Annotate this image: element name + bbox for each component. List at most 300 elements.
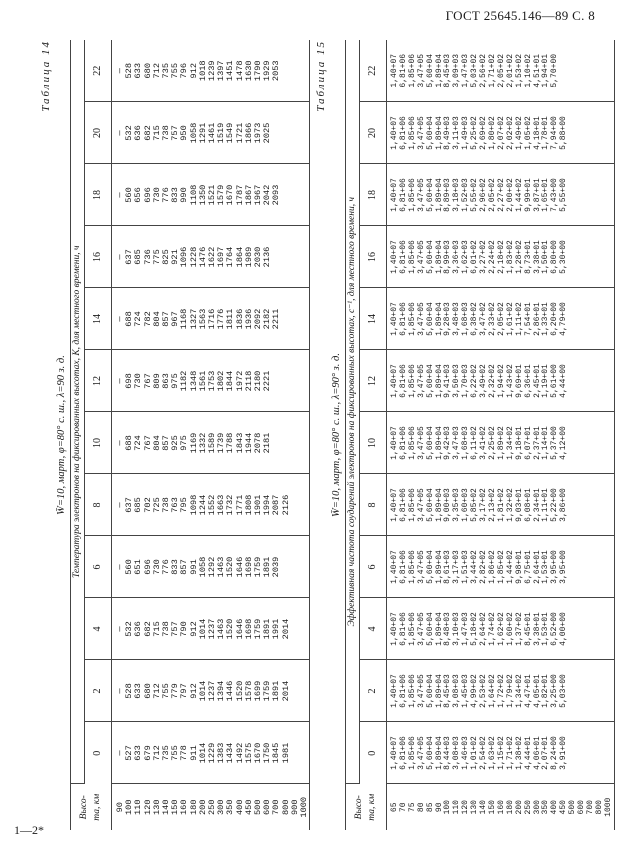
value-cell: 1096 [179,246,190,268]
value-cell: 755 [161,683,172,699]
value-cell: 1478 [234,60,245,82]
height-cell: 130 [151,799,162,815]
value-cell: 1237 [207,680,218,702]
value-cell: 1,47+03 [461,53,471,88]
value-cell: 2,05+02 [487,178,497,212]
value-cell: — [115,502,125,508]
value-cell: 1,89+04 [434,240,444,274]
value-cell: 3,47+03 [452,426,462,460]
value-column [112,536,310,598]
value-cell: 8,73+01 [523,240,533,274]
value-cell: 2,27+02 [496,178,506,212]
value-cell: 1,85+06 [407,53,417,88]
value-cell: 2,05+02 [496,53,506,88]
value-cell: 8,44+03 [443,736,453,770]
value-cell: 1552 [207,494,218,516]
value-cell: 6,81+06 [398,674,408,708]
height-cell: 800 [280,799,291,815]
value-cell: 3,87+01 [532,178,542,212]
value-cell: 1,19+01 [541,364,551,398]
value-cell: 1,71+02 [505,736,515,770]
value-cell: 1,71+02 [487,53,497,88]
value-cell: 2025 [262,122,273,144]
height-cell: 500 [568,800,578,815]
value-cell: 3,44+02 [470,550,480,584]
value-cell: 1520 [225,618,236,640]
value-cell: 636 [133,125,144,141]
height-cell: 700 [271,799,282,815]
value-cell: 4,51+01 [532,53,542,88]
value-cell: 1972 [234,370,245,392]
hour-header: 8 [85,474,112,536]
value-cell: 1,47+03 [461,612,471,646]
value-cell: 925 [170,435,181,451]
height-cell: 150 [170,799,181,815]
value-cell: 833 [170,559,181,575]
value-cell: 2126 [280,494,291,516]
value-cell: 950 [179,125,190,141]
value-cell: 1,89+04 [434,178,444,212]
value-cell: 1,62+02 [496,612,506,646]
value-cell: 1,40+07 [390,364,399,398]
value-cell: 1,89+02 [496,426,506,460]
value-cell: 6,81+06 [398,488,408,522]
hour-header: 0 [360,722,387,784]
value-cell: 5,55+02 [470,178,480,212]
value-cell: 9,28+03 [443,302,453,336]
value-cell: 1,68+03 [461,302,471,336]
value-cell: 3,17+03 [452,550,462,584]
value-cell: 863 [161,373,172,389]
value-cell: 2,45+01 [532,364,542,398]
value-cell: 1461 [207,122,218,144]
value-cell: 725 [151,497,162,513]
value-column [387,660,615,722]
value-cell: 1,40+07 [390,116,399,150]
value-cell: 9,00+03 [443,488,453,522]
hour-header: 22 [360,40,387,102]
value-cell: 7,54+01 [523,302,533,336]
value-cell: 3,95+00 [550,550,560,584]
rotated-tables [40,40,613,830]
value-cell: 1291 [197,122,208,144]
value-cell: 1,53+01 [541,612,551,646]
value-cell: 967 [170,311,181,327]
value-cell: 6,01+02 [470,240,480,274]
value-cell: 1994 [262,494,273,516]
value-cell: 532 [124,621,135,637]
value-cell: 715 [151,621,162,637]
height-cell: 160 [496,800,506,815]
value-cell: 1776 [216,308,227,330]
value-cell: 6,81+06 [398,302,408,336]
value-cell: 1,49+03 [461,116,471,150]
value-cell: 1451 [225,60,236,82]
value-cell: 1520 [234,680,245,702]
value-cell: 2,54+02 [479,736,489,770]
value-cell: 1519 [216,122,227,144]
value-cell: 778 [179,745,190,761]
height-cell: 450 [243,799,254,815]
value-cell: 1,86+02 [487,550,497,584]
value-cell: 1,40+07 [390,550,399,584]
value-cell: 4,99+02 [470,674,480,708]
value-cell: 3,08+03 [452,674,462,708]
value-cell: 1,28+02 [514,240,524,274]
value-cell: 5,18+02 [470,612,480,646]
value-cell: 1,37+02 [514,612,524,646]
value-cell: 1,85+06 [407,550,417,584]
value-cell: 2030 [253,246,264,268]
value-cell: 5,61+00 [550,364,560,398]
value-cell: 1,80+02 [487,116,497,150]
value-cell: 1,89+04 [434,116,444,150]
value-cell: 1,44+02 [505,550,515,584]
value-cell: 3,47+05 [416,612,426,646]
height-cell: 400 [234,799,245,815]
value-cell: 1521 [207,184,218,206]
value-cell: 1981 [280,742,291,764]
value-column [387,102,615,164]
value-cell: 1,38+02 [514,736,524,770]
value-cell: 6,52+00 [550,612,560,646]
value-column [387,598,615,660]
value-column [387,164,615,226]
value-cell: 1,43+02 [505,364,515,398]
value-cell: 1,89+04 [434,53,444,88]
value-cell: 8,99+03 [443,240,453,274]
value-cell: 5,60+04 [425,53,435,88]
table-15-hours-row [360,40,387,830]
value-cell: 2182 [262,308,273,330]
value-cell: 636 [133,621,144,637]
value-cell: 912 [188,683,199,699]
height-cell: 150 [487,800,497,815]
value-cell: 2,25+02 [487,426,497,460]
value-cell: 5,85+02 [470,488,480,522]
height-cell: 250 [207,799,218,815]
hour-header: 8 [360,474,387,536]
value-cell: 528 [124,63,135,79]
value-cell: 1,40+07 [390,674,399,708]
value-cell: 724 [133,435,144,451]
hour-header: 12 [360,350,387,412]
value-cell: 1,85+06 [407,612,417,646]
value-cell: 1,81+02 [496,488,506,522]
value-cell: 1,89+04 [434,364,444,398]
value-cell: 698 [124,373,135,389]
height-cell: 1000 [603,797,613,817]
value-cell: 2118 [243,370,254,392]
value-cell: 560 [124,559,135,575]
value-cell: 857 [161,435,172,451]
value-cell: 1764 [225,246,236,268]
value-cell: 1844 [225,370,236,392]
value-cell: 1,45+03 [461,674,471,708]
value-cell: 2180 [253,370,264,392]
value-cell: 679 [142,745,153,761]
hour-header: 2 [85,660,112,722]
heights-column [387,784,615,830]
value-cell: 6,38+02 [470,302,480,336]
value-cell: 1,40+07 [390,612,399,646]
value-cell: 757 [170,621,181,637]
value-column [112,598,310,660]
value-cell: 696 [142,187,153,203]
value-cell: 3,47+05 [416,550,426,584]
table-15 [345,40,615,830]
height-cell: 300 [216,799,227,815]
height-cell: 110 [133,799,144,815]
table-15-caption: Эффективная частота соударений электронов на фиксированных высотах, с⁻¹, для местного времени, ч [346,40,360,784]
value-cell: 688 [124,311,135,327]
value-cell: 991 [188,559,199,575]
value-cell: 790 [179,621,190,637]
value-cell: 1561 [197,370,208,392]
value-cell: 3,47+05 [416,240,426,274]
value-cell: 1843 [234,432,245,454]
value-cell: 1,85+06 [407,488,417,522]
value-cell: 3,35+03 [452,488,462,522]
value-cell: 5,60+04 [425,178,435,212]
value-cell: 912 [188,621,199,637]
value-cell: 1168 [179,308,190,330]
value-cell: 1732 [225,494,236,516]
value-cell: 912 [188,63,199,79]
value-cell: 1901 [253,494,264,516]
value-cell: 1836 [234,308,245,330]
value-cell: 7,43+00 [550,178,560,212]
value-cell: 633 [133,683,144,699]
hour-header: 16 [85,226,112,288]
table-14-hours-row [85,40,112,830]
value-cell: 738 [161,497,172,513]
value-cell: 2,53+02 [479,674,489,708]
value-cell: 1867 [243,184,254,206]
value-cell: 5,60+04 [425,488,435,522]
value-cell: 6,81+06 [398,53,408,88]
value-cell: 3,47+05 [416,426,426,460]
value-cell: 1,14+01 [541,426,551,460]
value-cell: 1350 [197,184,208,206]
value-cell: 8,24+00 [550,736,560,770]
value-cell: 775 [151,249,162,265]
value-cell: 6,07+01 [523,426,533,460]
value-cell: 715 [151,125,162,141]
value-cell: 2053 [271,60,282,82]
value-cell: 5,60+04 [425,426,435,460]
value-cell: 1891 [271,680,282,702]
value-cell: 1739 [216,432,227,454]
value-cell: 1,64+02 [487,674,497,708]
value-cell: 1,60+03 [461,488,471,522]
hour-header: 12 [85,350,112,412]
value-cell: 2087 [271,494,282,516]
value-cell: 3,27+02 [479,240,489,274]
value-column [387,474,615,536]
value-cell: 4,00+00 [559,612,569,646]
value-cell: 3,47+05 [416,178,426,212]
value-cell: 1,83+02 [505,240,515,274]
value-cell: 8,89+03 [443,178,453,212]
value-cell: 2,24+02 [487,240,497,274]
value-cell: 1108 [188,184,199,206]
value-cell: — [115,626,125,632]
height-cell: 80 [416,802,426,813]
value-cell: 637 [124,249,135,265]
value-cell: 1721 [234,122,245,144]
height-cell: 160 [179,799,190,815]
value-cell: 1,01+02 [470,736,480,770]
value-cell: 1,62+03 [461,240,471,274]
value-column [387,288,615,350]
value-cell: 3,11+03 [452,116,462,150]
value-cell: 528 [124,683,135,699]
value-cell: 4,44+01 [523,736,533,770]
value-cell: 1,89+04 [434,302,444,336]
value-cell: 6,81+06 [398,550,408,584]
value-cell: 1967 [253,184,264,206]
value-cell: 2,05+02 [496,302,506,336]
value-cell: 738 [161,621,172,637]
value-cell: 736 [142,249,153,265]
value-cell: 730 [151,559,162,575]
value-cell: 3,25+00 [550,674,560,708]
value-cell: 5,03+02 [470,53,480,88]
value-cell: 1,85+06 [407,302,417,336]
value-cell: 1,49+02 [514,116,524,150]
value-cell: 804 [151,435,162,451]
table-14-body-row [112,40,310,830]
value-cell: 763 [170,497,181,513]
page-header: ГОСТ 25645.146—89 С. 8 [445,8,595,23]
value-cell: 975 [170,373,181,389]
value-cell: 5,30+00 [559,240,569,274]
page-footer: 1—2* [14,823,44,837]
value-cell: 1,82+01 [541,674,551,708]
table-15-condition: W̄=10, март, φ=80° с. ш., λ=90° з. д. [331,353,342,517]
value-cell: 857 [161,311,172,327]
value-cell: 2,32+02 [487,364,497,398]
value-column [387,40,615,102]
value-cell: 1348 [188,370,199,392]
value-cell: 2042 [262,184,273,206]
value-column [387,350,615,412]
table-15-height-header: Высо- та, км [346,784,387,830]
value-cell: 1014 [197,618,208,640]
value-cell: 1788 [225,432,236,454]
value-cell: 6,75+01 [523,550,533,584]
value-cell: 1,40+07 [390,302,399,336]
value-cell: 5,25+02 [470,116,480,150]
value-cell: 3,09+03 [452,53,462,88]
value-cell: 1787 [234,184,245,206]
value-cell: 9,42+03 [443,426,453,460]
value-cell: 2014 [280,618,291,640]
value-cell: 1,72+02 [496,674,506,708]
value-cell: 1520 [225,556,236,578]
value-cell: 1239 [207,60,218,82]
value-cell: 5,60+04 [425,550,435,584]
value-cell: 1,61+02 [505,302,515,336]
value-column [112,660,310,722]
value-cell: — [115,68,125,74]
value-cell: 1169 [188,432,199,454]
value-cell: 1759 [253,556,264,578]
value-cell: 6,11+02 [470,426,480,460]
value-cell: 712 [151,683,162,699]
value-cell: 637 [124,497,135,513]
value-cell: 797 [179,683,190,699]
height-cell: 700 [585,800,595,815]
value-cell: 1,89+04 [434,612,444,646]
value-cell: 6,81+06 [398,364,408,398]
value-cell: 3,91+00 [559,736,569,770]
value-cell: 779 [170,683,181,699]
table-14-height-header: Высо- та, км [71,784,112,830]
value-cell: 1,40+07 [390,736,399,770]
height-cell: 200 [197,799,208,815]
value-cell: 712 [151,745,162,761]
value-cell: 651 [133,559,144,575]
value-cell: 5,60+04 [425,612,435,646]
height-cell: 350 [541,800,551,815]
height-cell: 120 [142,799,153,815]
value-cell: 833 [170,187,181,203]
value-cell: 1759 [253,618,264,640]
value-cell: 1759 [262,680,273,702]
value-cell: 6,81+06 [398,178,408,212]
value-cell: 4,06+01 [532,736,542,770]
value-cell: 1434 [225,742,236,764]
value-column [112,226,310,288]
value-cell: 2,07+01 [541,736,551,770]
value-cell: 1579 [216,184,227,206]
value-cell: 1698 [243,556,254,578]
value-cell: 755 [170,63,181,79]
value-cell: 3,17+02 [479,488,489,522]
hour-header: 20 [85,102,112,164]
value-cell: 1,68+03 [461,426,471,460]
height-cell: 500 [253,799,264,815]
table-15-label: Таблица 15 [315,40,327,112]
value-cell: 6,20+00 [550,302,560,336]
value-cell: 702 [142,497,153,513]
value-cell: 1,79+02 [505,674,515,708]
value-cell: 2,18+02 [496,240,506,274]
value-cell: 1,40+07 [390,426,399,460]
value-cell: 680 [142,683,153,699]
value-cell: 1,94+01 [541,53,551,88]
value-cell: 2,69+02 [479,116,489,150]
value-cell: 1463 [216,556,227,578]
value-cell: 2136 [262,246,273,268]
value-cell: 1646 [234,618,245,640]
value-cell: 3,95+00 [559,550,569,584]
value-cell: 712 [151,63,162,79]
value-column [387,412,615,474]
value-cell: 1,85+06 [407,240,417,274]
value-cell: 1182 [179,370,190,392]
hour-header: 20 [360,102,387,164]
value-cell: 1936 [243,308,254,330]
value-cell: 5,55+00 [559,178,569,212]
value-cell: 1446 [225,680,236,702]
height-cell: 600 [577,800,587,815]
value-cell: 809 [151,373,162,389]
value-cell: 1,85+06 [407,178,417,212]
height-cell: 300 [532,800,542,815]
